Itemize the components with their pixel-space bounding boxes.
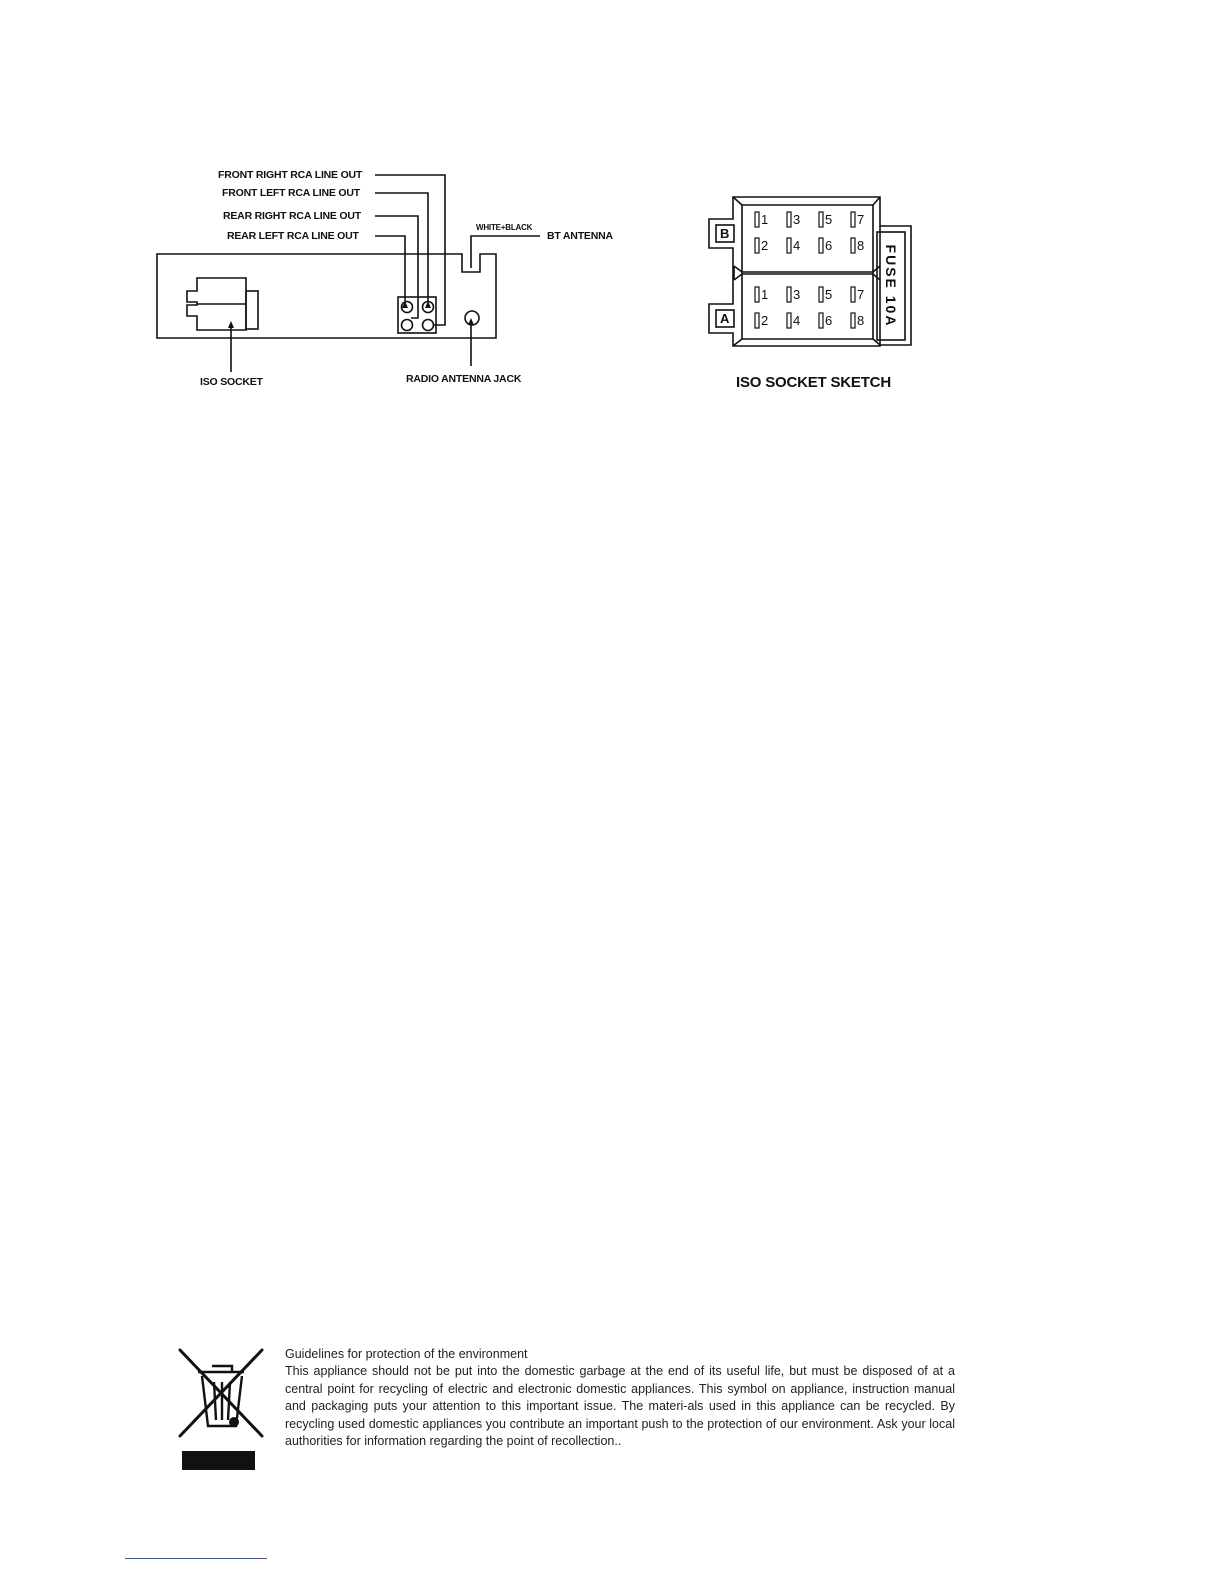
label-wire-color: WHITE+BLACK (476, 223, 533, 232)
fuse-label: FUSE 10A (883, 244, 899, 328)
label-front-right-rca: FRONT RIGHT RCA LINE OUT (218, 169, 363, 181)
block-b-letter: B (720, 226, 730, 241)
label-bt-antenna: BT ANTENNA (547, 230, 613, 242)
block-b-pin-1: 1 (761, 212, 769, 227)
block-a-pin-1: 1 (761, 287, 769, 302)
block-b-pin-2: 2 (761, 238, 769, 253)
block-a-pin-5: 5 (825, 287, 833, 302)
footer-rule (125, 1558, 267, 1559)
label-rear-right-rca: REAR RIGHT RCA LINE OUT (223, 210, 361, 222)
block-a-letter: A (720, 311, 730, 326)
block-a-pin-8: 8 (857, 313, 865, 328)
label-front-left-rca: FRONT LEFT RCA LINE OUT (222, 187, 360, 199)
block-a-pin-3: 3 (793, 287, 801, 302)
iso-sketch-caption: ISO SOCKET SKETCH (736, 374, 891, 391)
environment-body: This appliance should not be put into the domestic garbage at the end of its useful life, but must be disposed of at a central point for recycling of electric and electronic domestic appliances. This symbol on appliance, instruction manual and packaging puts your attention to this important issue. The materi-als used in this appliance can be recycled. By recycling used domestic appliances you contribute an important push to the protection of our environment. Ask your local authorities for information regarding the point of recollection.. (285, 1364, 955, 1449)
block-a-pin-4: 4 (793, 313, 801, 328)
environment-title: Guidelines for protection of the environment (285, 1347, 528, 1361)
label-rear-left-rca: REAR LEFT RCA LINE OUT (227, 230, 359, 242)
block-a-pin-7: 7 (857, 287, 865, 302)
block-a-pin-6: 6 (825, 313, 833, 328)
block-b-pin-4: 4 (793, 238, 801, 253)
block-a-pin-2: 2 (761, 313, 769, 328)
environment-notice (285, 1346, 955, 1450)
block-b-pin-5: 5 (825, 212, 833, 227)
label-radio-antenna-jack: RADIO ANTENNA JACK (406, 373, 522, 385)
block-b-pin-8: 8 (857, 238, 865, 253)
block-b-pin-3: 3 (793, 212, 801, 227)
label-iso-socket: ISO SOCKET (200, 376, 263, 388)
block-b-pin-7: 7 (857, 212, 865, 227)
block-b-pin-6: 6 (825, 238, 833, 253)
